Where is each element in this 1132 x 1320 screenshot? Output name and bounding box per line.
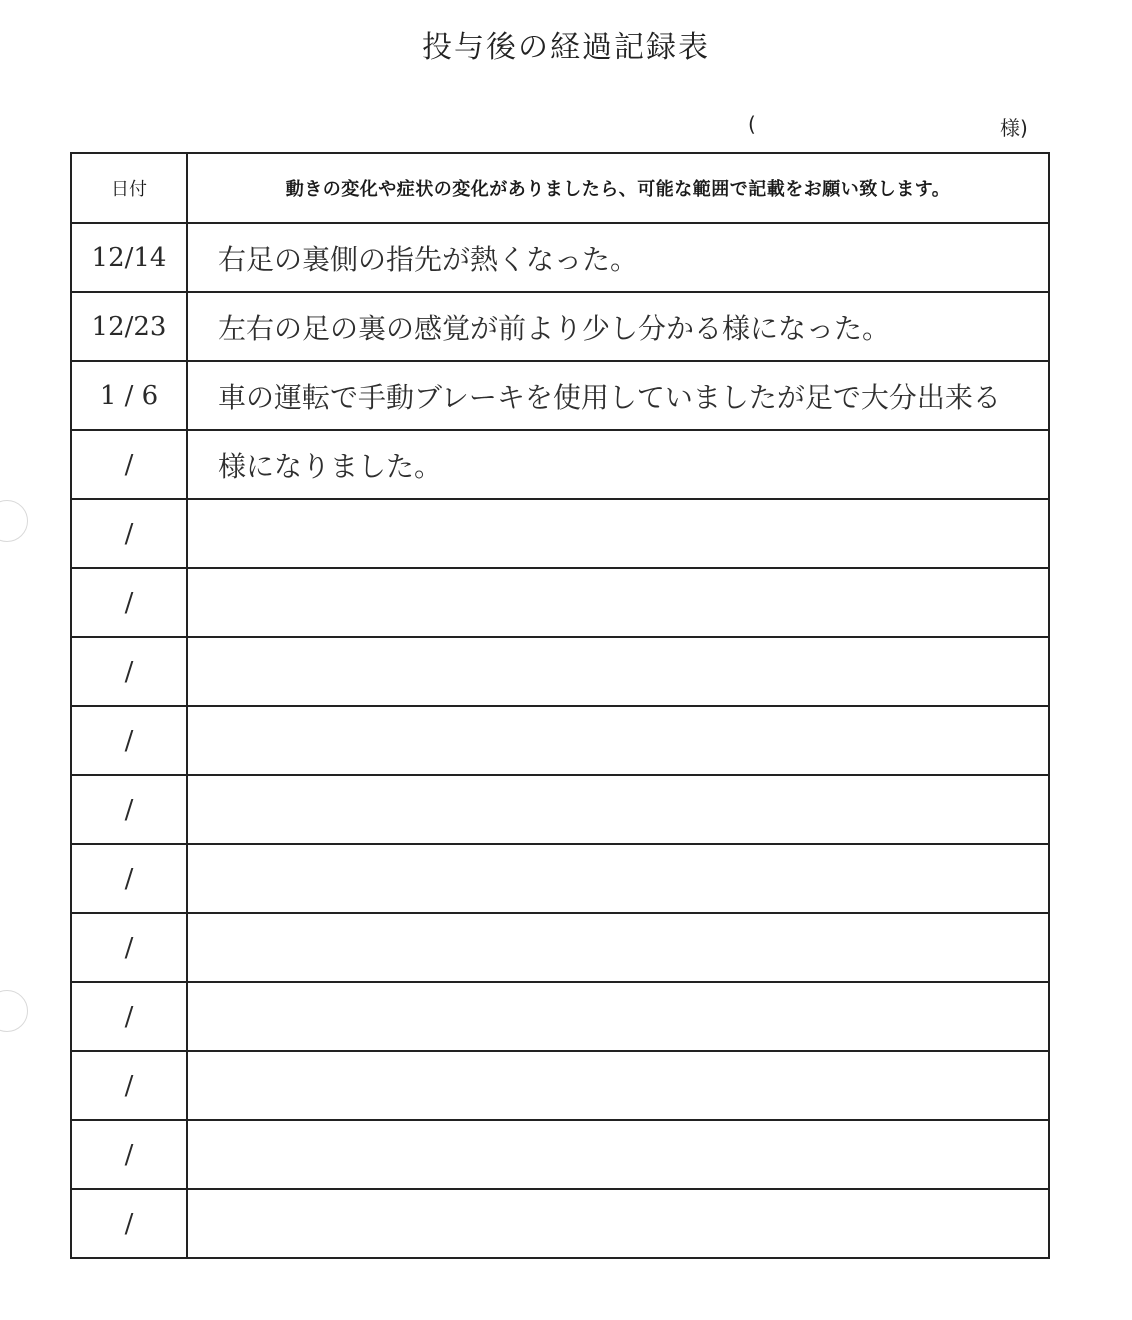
row-date: / <box>71 913 187 982</box>
table-row <box>71 1120 1049 1189</box>
name-open-paren: ( <box>748 112 756 136</box>
progress-record-table <box>70 152 1050 1259</box>
row-date: / <box>71 844 187 913</box>
row-date: / <box>71 637 187 706</box>
row-note: 様になりました。 <box>187 430 1049 499</box>
table-row <box>71 706 1049 775</box>
table-row <box>71 223 1049 292</box>
row-note <box>187 706 1049 775</box>
row-date: / <box>71 775 187 844</box>
table-row <box>71 637 1049 706</box>
row-date: / <box>71 1051 187 1120</box>
table-row <box>71 292 1049 361</box>
row-note <box>187 775 1049 844</box>
row-note <box>187 637 1049 706</box>
row-note <box>187 1120 1049 1189</box>
punch-hole-top <box>0 500 28 542</box>
table-row <box>71 361 1049 430</box>
table-row <box>71 775 1049 844</box>
name-honorific: 様) <box>1000 116 1028 140</box>
table-header-row <box>71 153 1049 223</box>
row-date: / <box>71 430 187 499</box>
row-note: 左右の足の裏の感覚が前より少し分かる様になった。 <box>187 292 1049 361</box>
table-row <box>71 844 1049 913</box>
row-date: 1 / 6 <box>71 361 187 430</box>
row-date: / <box>71 1120 187 1189</box>
page-title: 投与後の経過記録表 <box>422 30 710 65</box>
row-note: 車の運転で手動ブレーキを使用していましたが足で大分出来る <box>187 361 1049 430</box>
patient-name-field <box>748 112 1048 140</box>
row-date: / <box>71 499 187 568</box>
row-note <box>187 1189 1049 1258</box>
table-row <box>71 568 1049 637</box>
row-note <box>187 982 1049 1051</box>
row-date: / <box>71 568 187 637</box>
table-row <box>71 1051 1049 1120</box>
row-note <box>187 568 1049 637</box>
table-row <box>71 1189 1049 1258</box>
header-date: 日付 <box>71 153 187 223</box>
table-row <box>71 913 1049 982</box>
row-note <box>187 499 1049 568</box>
table-row <box>71 430 1049 499</box>
row-date: 12/14 <box>71 223 187 292</box>
header-note: 動きの変化や症状の変化がありましたら、可能な範囲で記載をお願い致します。 <box>187 153 1049 223</box>
row-date: / <box>71 982 187 1051</box>
table-row <box>71 499 1049 568</box>
row-note <box>187 913 1049 982</box>
row-note <box>187 1051 1049 1120</box>
row-date: / <box>71 706 187 775</box>
table-row <box>71 982 1049 1051</box>
row-note <box>187 844 1049 913</box>
row-note: 右足の裏側の指先が熱くなった。 <box>187 223 1049 292</box>
row-date: / <box>71 1189 187 1258</box>
punch-hole-bottom <box>0 990 28 1032</box>
row-date: 12/23 <box>71 292 187 361</box>
